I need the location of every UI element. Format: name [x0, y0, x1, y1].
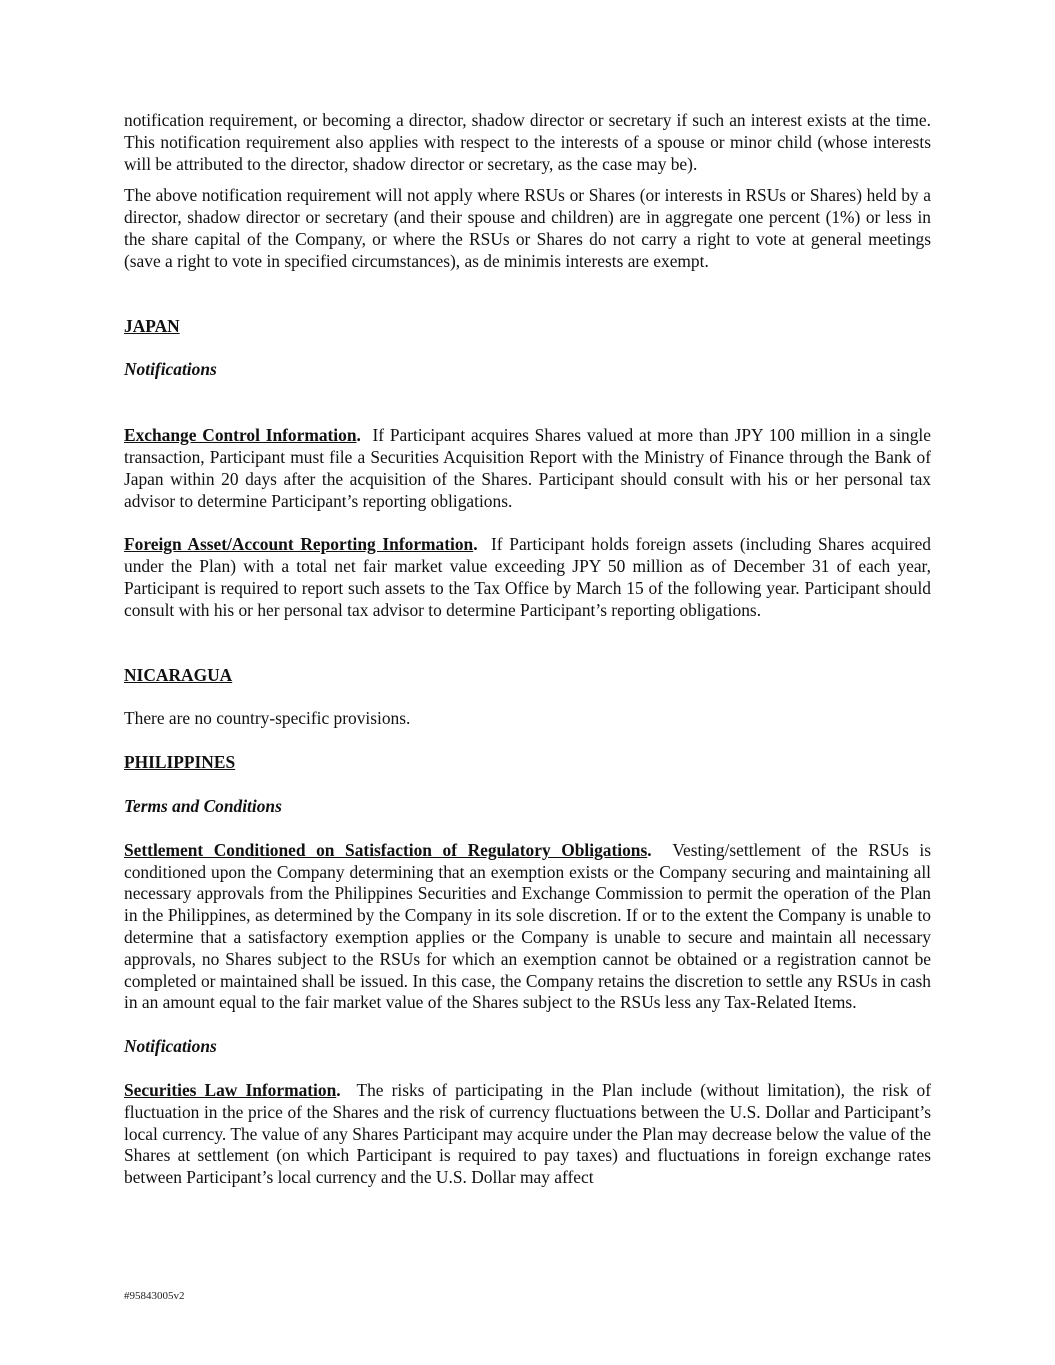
- title-exchange-control: Exchange Control Information: [124, 425, 357, 446]
- subheading-japan-notifications: Notifications: [124, 359, 217, 380]
- paragraph-de-minimis: The above notification requirement will not apply where RSUs or Shares (or interests in RSUs or Shares) held by a director, shadow director or secretary (and their spouse and children) are in aggregate one percent (1%) or less in the share capital of the Company, or where the RSUs or Shares do not carry a right to vote at general meetings (save a right to vote in specified circumstances), as de minimis interests are exempt.: [124, 185, 931, 271]
- paragraph-settlement: Settlement Conditioned on Satisfaction of Regulatory Obligations. Vesting/settlement of the RSUs is conditioned upon the Company determining that an exemption exists or the Company securing and maintaining all necessary approvals from the Philippines Securities and Exchange Commission to permit the operation of the Plan in the Philippines, as determined by the Company in its sole discretion. If or to the extent the Company is unable to determine that a satisfactory exemption applies or the Company is unable to secure and maintain all necessary approvals, no Shares subject to the RSUs for which an exemption cannot be obtained or a registration cannot be completed or maintained shall be issued. In this case, the Company retains the discretion to settle any RSUs in cash in an amount equal to the fair market value of the Shares subject to the RSUs less any Tax-Related Items.: [124, 839, 931, 1013]
- paragraph-securities-law: Securities Law Information. The risks of participating in the Plan include (without limitation), the risk of fluctuation in the price of the Shares and the risk of currency fluctuations between the U.S. Dollar and Participant’s local currency. The value of any Shares Participant may acquire under the Plan may decrease below the value of the Shares at settlement (on which Participant is required to pay taxes) and fluctuations in foreign exchange rates between Participant’s local currency and the U.S. Dollar may affect: [124, 1079, 931, 1188]
- paragraph-notification-requirement: notification requirement, or becoming a director, shadow director or secretary if such an interest exists at the time. This notification requirement also applies with respect to the interests of a spouse or minor child (whose interests will be attributed to the director, shadow director or secretary, as the case may be).: [124, 110, 931, 174]
- title-securities-law: Securities Law Information: [124, 1079, 337, 1100]
- document-id-footer: #95843005v2: [124, 1290, 185, 1302]
- title-foreign-asset: Foreign Asset/Account Reporting Information: [124, 534, 474, 555]
- body-exchange-control: If Participant acquires Shares valued at more than JPY 100 million in a single transaction, Participant must file a Securities Acquisition Report with the Ministry of Finance through the Bank of Japan within 20 days after the acquisition of the Shares. Participant should consult with his or her personal tax advisor to determine Participant’s reporting obligations.: [124, 425, 931, 511]
- body-securities-law: The risks of participating in the Plan include (without limitation), the risk of fluctuation in the price of the Shares and the risk of currency fluctuations between the U.S. Dollar and Participant’s local currency. The value of any Shares Participant may acquire under the Plan may decrease below the value of the Shares at settlement (on which Participant is required to pay taxes) and fluctuations in foreign exchange rates between Participant’s local currency and the U.S. Dollar may affect: [124, 1079, 931, 1188]
- body-foreign-asset: If Participant holds foreign assets (including Shares acquired under the Plan) with a total net fair market value exceeding JPY 50 million as of December 31 of each year, Participant is required to report such assets to the Tax Office by March 15 of the following year. Participant should consult with his or her personal tax advisor to determine Participant’s reporting obligations.: [124, 534, 931, 620]
- paragraph-nicaragua: There are no country-specific provisions.: [124, 708, 411, 729]
- subheading-philippines-notifications: Notifications: [124, 1036, 217, 1057]
- heading-nicaragua: NICARAGUA: [124, 664, 233, 685]
- subheading-terms-and-conditions: Terms and Conditions: [124, 795, 282, 816]
- heading-japan: JAPAN: [124, 315, 180, 336]
- document-page: [124, 110, 931, 1189]
- paragraph-foreign-asset: Foreign Asset/Account Reporting Information. If Participant holds foreign assets (including Shares acquired under the Plan) with a total net fair market value exceeding JPY 50 million as of December 31 of each year, Participant is required to report such assets to the Tax Office by March 15 of the following year. Participant should consult with his or her personal tax advisor to determine Participant’s reporting obligations.: [124, 534, 931, 620]
- heading-philippines: PHILIPPINES: [124, 752, 236, 773]
- paragraph-exchange-control: Exchange Control Information. If Participant acquires Shares valued at more than JPY 100 million in a single transaction, Participant must file a Securities Acquisition Report with the Ministry of Finance through the Bank of Japan within 20 days after the acquisition of the Shares. Participant should consult with his or her personal tax advisor to determine Participant’s reporting obligations.: [124, 425, 931, 511]
- title-settlement: Settlement Conditioned on Satisfaction of Regulatory Obligations: [124, 839, 648, 860]
- body-settlement: Vesting/settlement of the RSUs is conditioned upon the Company determining that an exemption exists or the Company securing and maintaining all necessary approvals from the Philippines Securities and Exchange Commission to permit the operation of the Plan in the Philippines, as determined by the Company in its sole discretion. If or to the extent the Company is unable to determine that a satisfactory exemption applies or the Company is unable to secure and maintain all necessary approvals, no Shares subject to the RSUs for which an exemption cannot be obtained or a registration cannot be completed or maintained shall be issued. In this case, the Company retains the discretion to settle any RSUs in cash in an amount equal to the fair market value of the Shares subject to the RSUs less any Tax-Related Items.: [124, 839, 931, 1013]
